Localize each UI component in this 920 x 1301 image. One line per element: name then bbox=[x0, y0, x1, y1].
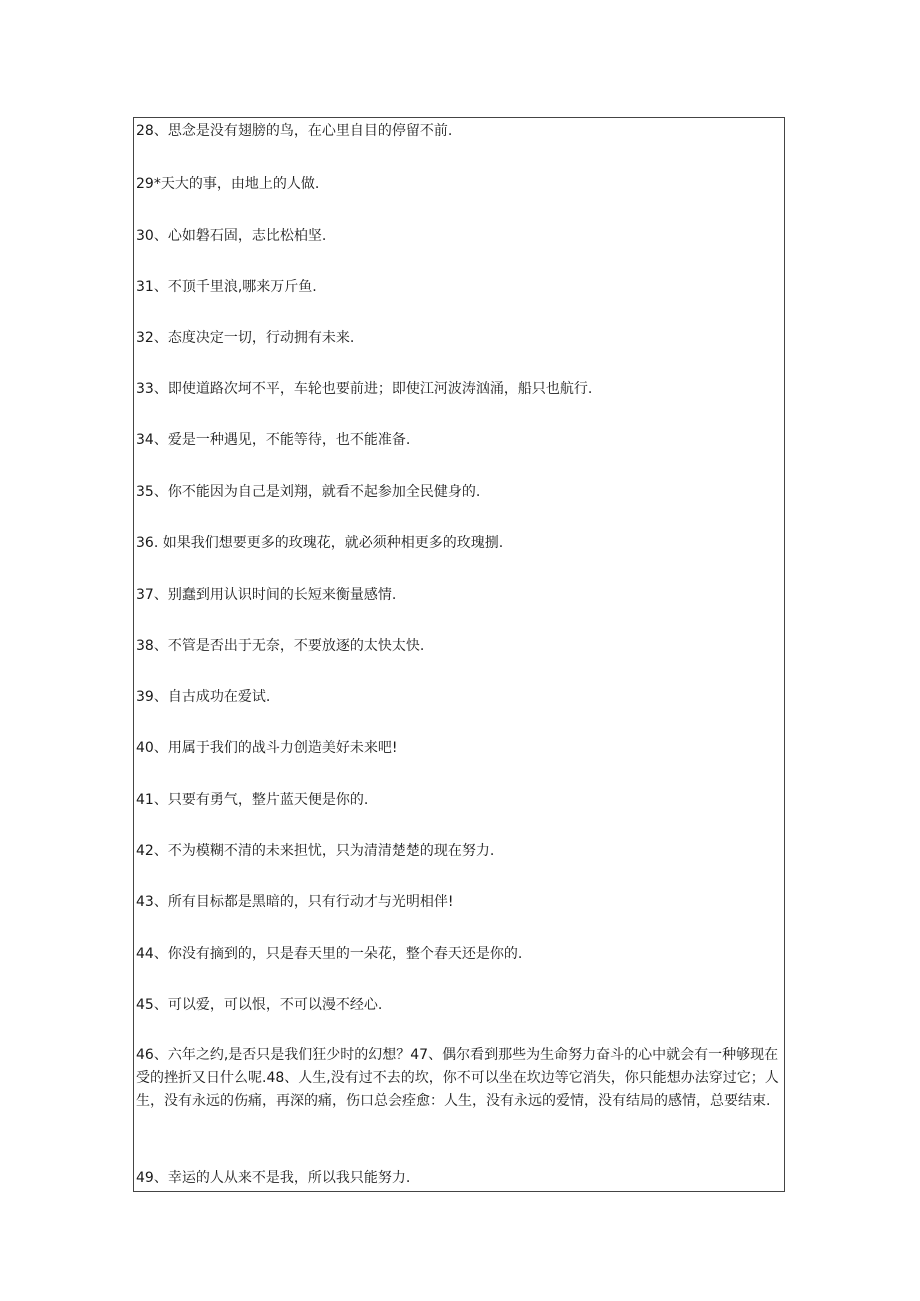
list-item: 30、心如磐石固，志比松柏坚. bbox=[136, 228, 327, 244]
list-item: 33、即使道路次坷不平，车轮也要前进；即使江河波涛汹涌，船只也航行. bbox=[136, 381, 593, 397]
list-item-paragraph: 46、六年之约,是否只是我们狂少时的幻想？47、偶尔看到那些为生命努力奋斗的心中就会有一种够现在受的挫折又日什么呢.48、人生,没有过不去的坎，你不可以坐在坎边等它消失，你只能想办法穿过它；人生，没有永远的伤痛，再深的痛，伤口总会痊愈：人生，没有永远的爱情，没有结局的感情，总要结束. bbox=[136, 1047, 779, 1109]
list-item: 44、你没有摘到的，只是春天里的一朵花，整个春天还是你的. bbox=[136, 946, 523, 962]
list-item: 36. 如果我们想要更多的玫瑰花，就必须种相更多的玫瑰捌. bbox=[136, 535, 504, 551]
list-item: 32、态度决定一切，行动拥有未来. bbox=[136, 330, 355, 346]
list-item: 31、不顶千里浪,哪来万斤鱼. bbox=[136, 279, 317, 295]
list-item: 29*天大的事，由地上的人做. bbox=[136, 176, 320, 192]
text-table-frame bbox=[133, 117, 785, 1192]
list-item: 42、不为模糊不清的未来担忧，只为清清楚楚的现在努力. bbox=[136, 843, 495, 859]
list-item: 49、幸运的人从来不是我，所以我只能努力. bbox=[136, 1170, 411, 1186]
list-item: 35、你不能因为自己是刘翔，就看不起参加全民健身的. bbox=[136, 484, 481, 500]
list-item: 45、可以爱，可以恨，不可以漫不经心. bbox=[136, 997, 383, 1013]
list-item: 40、用属于我们的战斗力创造美好未来吧! bbox=[136, 740, 398, 756]
list-item: 43、所有目标都是黑暗的，只有行动才与光明相伴! bbox=[136, 894, 454, 910]
list-item: 28、思念是没有翅膀的鸟，在心里自目的停留不前. bbox=[136, 123, 453, 139]
list-item: 34、爱是一种遇见，不能等待，也不能准备. bbox=[136, 432, 411, 448]
list-item: 37、别蠢到用认识时间的长短来衡量感情. bbox=[136, 587, 397, 603]
list-item: 39、自古成功在爱试. bbox=[136, 689, 271, 705]
list-item: 38、不管是否出于无奈，不要放逐的太快太快. bbox=[136, 638, 425, 654]
list-item: 41、只要有勇气，整片蓝天便是你的. bbox=[136, 792, 369, 808]
